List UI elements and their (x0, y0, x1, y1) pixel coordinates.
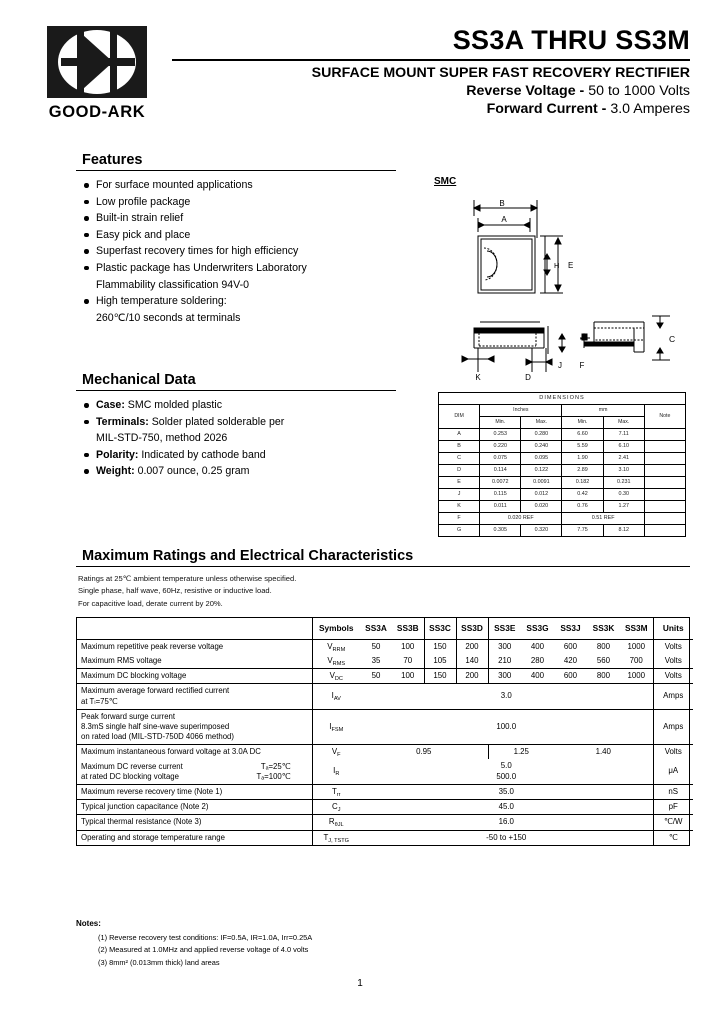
cell-unit: ℃/W (653, 815, 693, 830)
feature-text: Superfast recovery times for high efficiency (96, 245, 299, 258)
dim-value: 0.114 (480, 465, 521, 477)
reverse-voltage-line (172, 83, 690, 101)
mech-label: Weight: (96, 465, 135, 478)
col-ss3d: SS3D (456, 618, 488, 639)
ratings-divider (76, 566, 690, 567)
table-row (77, 709, 693, 744)
dim-letter: A (439, 429, 480, 441)
row-symbol (312, 639, 360, 654)
row-desc (77, 759, 312, 784)
col-ss3m: SS3M (620, 618, 653, 639)
symbol-main: V (327, 655, 333, 665)
notes-title: Notes: (76, 919, 101, 928)
list-item (82, 447, 396, 463)
cell-value-span (360, 759, 653, 784)
dim-note (644, 465, 685, 477)
cell-value-span: 3.0 (360, 684, 653, 709)
forward-current-line (172, 101, 690, 119)
dim-letter: F (439, 513, 480, 525)
symbol-sub: RRM (332, 646, 346, 653)
dim-letter: J (439, 489, 480, 501)
cell-value: 800 (596, 641, 611, 651)
list-item (82, 463, 396, 479)
symbol-main: I (333, 766, 336, 776)
col-ss3e: SS3E (488, 618, 521, 639)
cell-value: 200 (456, 639, 488, 654)
cell-value: 150 (424, 639, 456, 654)
col-units: Units (653, 618, 693, 639)
table-row (439, 501, 686, 513)
table-row (77, 784, 693, 799)
dim-value: 0.253 (480, 429, 521, 441)
cell-value: 300 (488, 639, 521, 654)
dim-note (644, 429, 685, 441)
cell-value-span: 16.0 (360, 815, 653, 830)
dim-note (644, 489, 685, 501)
dim-value: 0.280 (521, 429, 562, 441)
cell-value: 210 (488, 654, 521, 669)
desc-line: Maximum average forward rectified current (81, 686, 230, 696)
svg-text:J: J (558, 361, 562, 370)
dim-value: 0.0072 (480, 477, 521, 489)
table-row (77, 800, 693, 815)
cell-value: 140 (456, 654, 488, 669)
cell-value: 1000 (620, 669, 653, 684)
svg-text:H: H (554, 261, 560, 270)
list-item (82, 243, 396, 259)
package-outline-diagram (432, 176, 690, 381)
dimensions-table-container (438, 392, 686, 537)
table-row (439, 441, 686, 453)
dim-value: 6.10 (603, 441, 644, 453)
row-desc: Operating and storage temperature range (77, 830, 312, 845)
svg-text:B: B (499, 199, 505, 208)
symbol-sub: FSM (331, 726, 344, 733)
col-dim-header: DIM (439, 405, 480, 429)
svg-text:K: K (475, 373, 481, 381)
symbol-sub: J (337, 807, 341, 814)
cell-unit: Volts (653, 745, 693, 760)
table-row (439, 489, 686, 501)
desc-line: Peak forward surge current (81, 711, 176, 721)
package-name-label: SMC (434, 176, 457, 187)
dim-letter: D (439, 465, 480, 477)
dim-note (644, 477, 685, 489)
brand-name: GOOD-ARK (48, 103, 146, 121)
dim-letter: G (439, 525, 480, 537)
cell-unit: Amps (653, 684, 693, 709)
table-row (439, 525, 686, 537)
row-desc: Maximum reverse recovery time (Note 1) (77, 784, 312, 799)
footer-notes (76, 917, 576, 969)
features-heading: Features (82, 152, 143, 168)
dim-note (644, 513, 685, 525)
table-row (439, 405, 686, 417)
dim-note (644, 501, 685, 513)
symbol-sub: F (337, 752, 341, 759)
list-item-continuation (82, 277, 396, 293)
mech-text: Solder plated solderable per (148, 415, 285, 428)
mechanical-divider (76, 390, 396, 391)
mech-text: SMC molded plastic (124, 399, 223, 411)
symbol-sub: RMS (332, 660, 346, 667)
cell-value: 560 (587, 654, 620, 669)
dim-value: 0.115 (480, 489, 521, 501)
list-item (82, 260, 396, 276)
symbol-main: V (329, 671, 335, 681)
row-symbol (312, 784, 360, 799)
row-symbol (312, 745, 360, 760)
table-row (439, 477, 686, 489)
list-item (82, 397, 396, 413)
row-symbol (312, 815, 360, 830)
table-row (439, 429, 686, 441)
col-ss3g: SS3G (521, 618, 554, 639)
list-item (82, 293, 396, 309)
ratings-section (76, 548, 690, 846)
features-list (76, 177, 396, 326)
row-symbol (312, 800, 360, 815)
symbol-main: V (331, 747, 338, 757)
col-symbols: Symbols (312, 618, 360, 639)
cell-unit: ℃ (653, 830, 693, 845)
desc-line: 8.3mS single half sine-wave superimposed (81, 721, 230, 731)
cell-value: 420 (554, 654, 587, 669)
cell-value-group: 0.95 (416, 747, 432, 757)
dimensions-table (438, 392, 686, 537)
row-desc (77, 684, 312, 709)
cell-value-span: -50 to +150 (360, 830, 653, 845)
cell-value: 700 (620, 654, 653, 669)
col-ss3k: SS3K (587, 618, 620, 639)
desc-line: at rated DC blocking voltage (81, 771, 179, 781)
ratings-table-container (76, 617, 690, 846)
preamble-line: Single phase, half wave, 60Hz, resistive or inductive load. (78, 586, 272, 596)
row-desc: Maximum DC blocking voltage (77, 669, 312, 684)
mechanical-list (76, 397, 396, 479)
cell-value: 50 (371, 641, 381, 651)
symbol-main: T (331, 786, 337, 796)
dim-value: 0.012 (521, 489, 562, 501)
note-item: (1) Reverse recovery test conditions: IF=0.5A, IR=1.0A, Irr=0.25A (98, 932, 313, 942)
row-symbol (312, 759, 360, 784)
dim-value: 0.122 (521, 465, 562, 477)
row-symbol (312, 830, 360, 845)
table-row (77, 684, 693, 709)
list-item (82, 210, 396, 226)
dim-value: 2.89 (562, 465, 603, 477)
row-desc (77, 709, 312, 744)
package-drawing (432, 176, 690, 386)
table-row (77, 759, 693, 784)
symbol-main: V (327, 641, 333, 651)
value-line: 500.0 (496, 771, 517, 781)
title-divider (172, 59, 690, 61)
symbol-sub: θJL (334, 822, 344, 829)
desc-line: Maximum DC reverse current (81, 761, 183, 771)
reverse-voltage-label: Reverse Voltage - (466, 83, 585, 100)
feature-text: Flammability classification 94V-0 (96, 278, 250, 291)
mech-text: MIL-STD-750, method 2026 (96, 432, 228, 445)
dim-value: 0.30 (603, 489, 644, 501)
cell-value: 400 (521, 669, 554, 684)
preamble-line: For capacitive load, derate current by 20%. (78, 598, 223, 608)
cell-value: 400 (530, 641, 545, 651)
note-item: (2) Measured at 1.0MHz and applied reverse voltage of 4.0 volts (98, 945, 309, 955)
cell-value: 600 (563, 641, 578, 651)
symbol-sub: J, TSTG (328, 837, 350, 844)
mech-text: Indicated by cathode band (138, 448, 266, 461)
dim-value: 1.90 (562, 453, 603, 465)
list-item (82, 414, 396, 430)
desc-line: on rated load (MIL-STD-750D 4066 method) (81, 731, 234, 741)
mech-label: Case: (96, 399, 125, 411)
dim-value-span: 0.51 REF (562, 513, 644, 525)
col-ss3j: SS3J (554, 618, 587, 639)
dim-value: 0.0091 (521, 477, 562, 489)
row-symbol (312, 684, 360, 709)
row-desc: Maximum repetitive peak reverse voltage (77, 639, 312, 654)
preamble-line: Ratings at 25℃ ambient temperature unless otherwise specified. (78, 574, 297, 583)
cell-value: 600 (554, 669, 587, 684)
dim-value: 2.41 (603, 453, 644, 465)
dim-value: 6.60 (562, 429, 603, 441)
dim-value: 0.320 (521, 525, 562, 537)
cell-value: 200 (456, 669, 488, 684)
symbol-sub: AV (333, 696, 341, 703)
dim-value: 0.220 (480, 441, 521, 453)
symbol-main: I (329, 721, 332, 731)
dim-value: 0.011 (480, 501, 521, 513)
table-row (77, 830, 693, 845)
ratings-preamble (78, 573, 690, 610)
table-row (439, 453, 686, 465)
mechanical-heading: Mechanical Data (82, 372, 196, 388)
dim-value: 7.11 (603, 429, 644, 441)
cell-unit: Volts (653, 654, 693, 669)
row-desc: Maximum RMS voltage (77, 654, 312, 669)
cell-unit: Volts (653, 669, 693, 684)
dim-value: 7.75 (562, 525, 603, 537)
feature-text: Easy pick and place (96, 228, 191, 241)
feature-text: High temperature soldering: (96, 295, 227, 308)
dim-value: 0.075 (480, 453, 521, 465)
page-header (0, 0, 720, 122)
table-row (77, 618, 693, 639)
cell-value: 150 (424, 669, 456, 684)
dim-value: 3.10 (603, 465, 644, 477)
page-number: 1 (357, 978, 363, 989)
cell-value: 1000 (620, 639, 653, 654)
cell-value-group: 1.25 (488, 745, 554, 760)
cell-unit: Amps (653, 709, 693, 744)
page-title: SS3A THRU SS3M (452, 25, 690, 55)
ratings-heading: Maximum Ratings and Electrical Characteristics (82, 548, 414, 564)
col-mm-max: Max. (603, 417, 644, 429)
ratings-table (77, 618, 693, 845)
dim-value: 0.231 (603, 477, 644, 489)
dim-value: 0.182 (562, 477, 603, 489)
feature-text: Low profile package (96, 195, 191, 208)
list-item (82, 177, 396, 193)
symbol-main: C (332, 802, 338, 812)
row-symbol (312, 709, 360, 744)
table-row (77, 815, 693, 830)
symbol-sub: DC (334, 676, 343, 683)
cell-value: 35 (360, 654, 392, 669)
list-item-continuation (82, 430, 396, 446)
svg-text:A: A (501, 215, 507, 224)
col-ss3c: SS3C (424, 618, 456, 639)
dim-value-span: 0.020 REF (480, 513, 562, 525)
dim-value: 1.27 (603, 501, 644, 513)
table-row (439, 465, 686, 477)
row-desc: Typical junction capacitance (Note 2) (77, 800, 312, 815)
features-section (76, 152, 396, 326)
product-subtitle: SURFACE MOUNT SUPER FAST RECOVERY RECTIFIER (311, 65, 690, 82)
feature-text: Built-in strain relief (96, 212, 184, 225)
list-item (82, 227, 396, 243)
cell-value-span: 45.0 (360, 800, 653, 815)
diode-logo-icon (47, 26, 147, 98)
svg-text:F: F (579, 361, 585, 370)
forward-current-value: 3.0 Amperes (610, 101, 690, 118)
brand-logo (32, 26, 162, 122)
dim-note (644, 525, 685, 537)
cell-value: 800 (587, 669, 620, 684)
row-symbol (312, 669, 360, 684)
cond-line: Tₐ=25℃ (260, 761, 291, 771)
svg-text:E: E (568, 261, 574, 270)
dim-value: 0.095 (521, 453, 562, 465)
cell-value: 280 (521, 654, 554, 669)
cell-value: 300 (488, 669, 521, 684)
reverse-voltage-value: 50 to 1000 Volts (588, 83, 690, 100)
cell-unit: pF (653, 800, 693, 815)
col-ss3a: SS3A (360, 618, 392, 639)
symbol-main: T (323, 832, 329, 842)
row-desc: Maximum instantaneous forward voltage at 3.0A DC (77, 745, 312, 760)
cell-value-span: 35.0 (360, 784, 653, 799)
table-row (77, 639, 693, 654)
dim-letter: E (439, 477, 480, 489)
col-ss3b: SS3B (392, 618, 424, 639)
cell-unit: Volts (653, 639, 693, 654)
dim-value: 0.240 (521, 441, 562, 453)
col-in-max: Max. (521, 417, 562, 429)
dim-value: 8.12 (603, 525, 644, 537)
dim-letter: B (439, 441, 480, 453)
symbol-sub: R (335, 771, 340, 778)
col-mm-header: mm (562, 405, 644, 417)
cell-value: 105 (424, 654, 456, 669)
mech-label: Terminals: (96, 415, 149, 428)
value-line: 5.0 (500, 761, 512, 771)
feature-text: Plastic package has Underwriters Laboratory (96, 261, 307, 274)
dim-value: 0.020 (521, 501, 562, 513)
svg-text:C: C (669, 334, 676, 344)
table-row (439, 393, 686, 405)
table-row (77, 669, 693, 684)
col-note-header: Note (644, 405, 685, 429)
row-desc: Typical thermal resistance (Note 3) (77, 815, 312, 830)
list-item (82, 194, 396, 210)
cell-value-group: 1.40 (595, 747, 611, 757)
feature-text: 260℃/10 seconds at terminals (96, 311, 241, 324)
dim-value: 0.305 (480, 525, 521, 537)
cell-value: 70 (392, 654, 424, 669)
dim-value: 5.59 (562, 441, 603, 453)
cell-unit: μA (653, 759, 693, 784)
col-mm-min: Min. (562, 417, 603, 429)
col-inches-header: Inches (480, 405, 562, 417)
dim-letter: C (439, 453, 480, 465)
svg-text:D: D (525, 373, 531, 381)
feature-text: For surface mounted applications (96, 179, 253, 191)
cell-value: 100 (392, 639, 424, 654)
mech-text: 0.007 ounce, 0.25 gram (134, 465, 250, 478)
dim-value: 0.42 (562, 489, 603, 501)
cell-value-span: 100.0 (360, 709, 653, 744)
row-symbol (312, 654, 360, 669)
table-row (77, 654, 693, 669)
dim-note (644, 441, 685, 453)
cond-line: Tₐ=100℃ (256, 771, 291, 781)
col-in-min: Min. (480, 417, 521, 429)
header-blank (77, 618, 312, 639)
dim-letter: K (439, 501, 480, 513)
note-item: (3) 8mm² (0.013mm thick) land areas (98, 957, 220, 967)
desc-line: at Tₗ=75℃ (81, 696, 118, 706)
forward-current-label: Forward Current - (486, 101, 607, 118)
symbol-main: R (328, 817, 335, 827)
mechanical-data-section (76, 372, 396, 480)
table-row (77, 745, 693, 760)
symbol-sub: rr (336, 791, 341, 798)
features-divider (76, 170, 396, 171)
cell-value: 50 (360, 669, 392, 684)
cell-value: 100 (392, 669, 424, 684)
list-item-continuation (82, 310, 396, 326)
dimensions-title: DIMENSIONS (439, 393, 686, 405)
dim-note (644, 453, 685, 465)
mech-label: Polarity: (96, 448, 139, 461)
title-block (162, 26, 690, 119)
symbol-main: I (331, 691, 334, 701)
table-row (439, 513, 686, 525)
dim-value: 0.76 (562, 501, 603, 513)
cell-unit: nS (653, 784, 693, 799)
